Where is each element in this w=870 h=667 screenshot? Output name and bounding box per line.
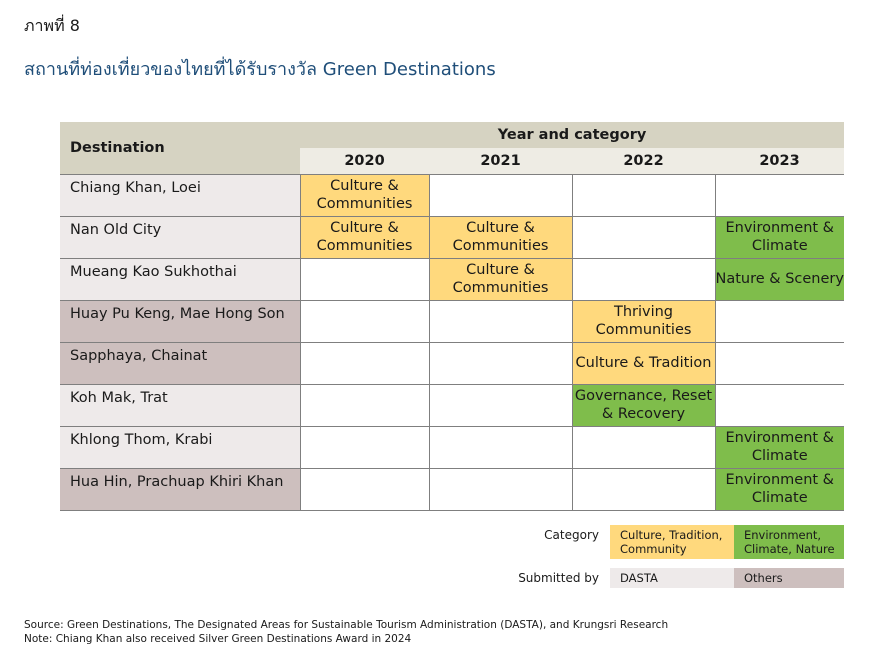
destination-cell: Mueang Kao Sukhothai bbox=[60, 258, 300, 300]
figure-label: ภาพที่ 8 bbox=[24, 16, 80, 35]
empty-cell bbox=[715, 384, 844, 426]
destination-cell: Hua Hin, Prachuap Khiri Khan bbox=[60, 468, 300, 510]
empty-cell bbox=[572, 468, 715, 510]
award-cell: Thriving Communities bbox=[572, 300, 715, 342]
year-category-header: Year and category bbox=[300, 122, 844, 148]
legend-others-swatch: Others bbox=[734, 568, 844, 588]
table-row bbox=[60, 384, 844, 426]
legend-culture-swatch: Culture, Tradition, Community bbox=[610, 525, 734, 559]
empty-cell bbox=[300, 426, 429, 468]
table-row bbox=[60, 258, 844, 300]
legend-environment-swatch: Environment, Climate, Nature bbox=[734, 525, 844, 559]
award-cell: Culture & Communities bbox=[429, 258, 572, 300]
award-cell: Culture & Tradition bbox=[572, 342, 715, 384]
award-cell: Environment & Climate bbox=[715, 468, 844, 510]
empty-cell bbox=[429, 384, 572, 426]
empty-cell bbox=[715, 342, 844, 384]
empty-cell bbox=[300, 300, 429, 342]
award-cell: Nature & Scenery bbox=[715, 258, 844, 300]
year-header: 2021 bbox=[429, 148, 572, 174]
empty-cell bbox=[429, 174, 572, 216]
empty-cell bbox=[300, 468, 429, 510]
destination-header: Destination bbox=[60, 122, 300, 174]
legend-category-label: Category bbox=[544, 528, 599, 542]
table-row bbox=[60, 342, 844, 384]
empty-cell bbox=[715, 300, 844, 342]
destination-cell: Sapphaya, Chainat bbox=[60, 342, 300, 384]
legend-submitted-label: Submitted by bbox=[518, 571, 599, 585]
award-cell: Culture & Communities bbox=[300, 216, 429, 258]
award-cell: Environment & Climate bbox=[715, 216, 844, 258]
empty-cell bbox=[429, 468, 572, 510]
empty-cell bbox=[572, 216, 715, 258]
award-cell: Culture & Communities bbox=[429, 216, 572, 258]
empty-cell bbox=[715, 174, 844, 216]
year-header: 2023 bbox=[715, 148, 844, 174]
source-note: Source: Green Destinations, The Designated Areas for Sustainable Tourism Administration (DASTA), and Krungsri Research bbox=[24, 619, 669, 631]
empty-cell bbox=[300, 384, 429, 426]
empty-cell bbox=[572, 426, 715, 468]
year-header: 2020 bbox=[300, 148, 429, 174]
empty-cell bbox=[300, 258, 429, 300]
award-cell: Culture & Communities bbox=[300, 174, 429, 216]
footnote: Note: Chiang Khan also received Silver Green Destinations Award in 2024 bbox=[24, 633, 412, 645]
table-row bbox=[60, 426, 844, 468]
figure-title: สถานที่ท่องเที่ยวของไทยที่ได้รับรางวัล Green Destinations bbox=[24, 59, 496, 80]
table-row bbox=[60, 216, 844, 258]
empty-cell bbox=[429, 426, 572, 468]
destination-cell: Koh Mak, Trat bbox=[60, 384, 300, 426]
empty-cell bbox=[300, 342, 429, 384]
table-row bbox=[60, 300, 844, 342]
table-row bbox=[60, 174, 844, 216]
table-row bbox=[60, 468, 844, 510]
award-cell: Governance, Reset & Recovery bbox=[572, 384, 715, 426]
empty-cell bbox=[572, 258, 715, 300]
awards-table bbox=[60, 122, 844, 511]
destination-cell: Huay Pu Keng, Mae Hong Son bbox=[60, 300, 300, 342]
destination-cell: Nan Old City bbox=[60, 216, 300, 258]
empty-cell bbox=[572, 174, 715, 216]
destination-cell: Chiang Khan, Loei bbox=[60, 174, 300, 216]
destination-cell: Khlong Thom, Krabi bbox=[60, 426, 300, 468]
year-header: 2022 bbox=[572, 148, 715, 174]
legend-dasta-swatch: DASTA bbox=[610, 568, 734, 588]
empty-cell bbox=[429, 342, 572, 384]
award-cell: Environment & Climate bbox=[715, 426, 844, 468]
empty-cell bbox=[429, 300, 572, 342]
